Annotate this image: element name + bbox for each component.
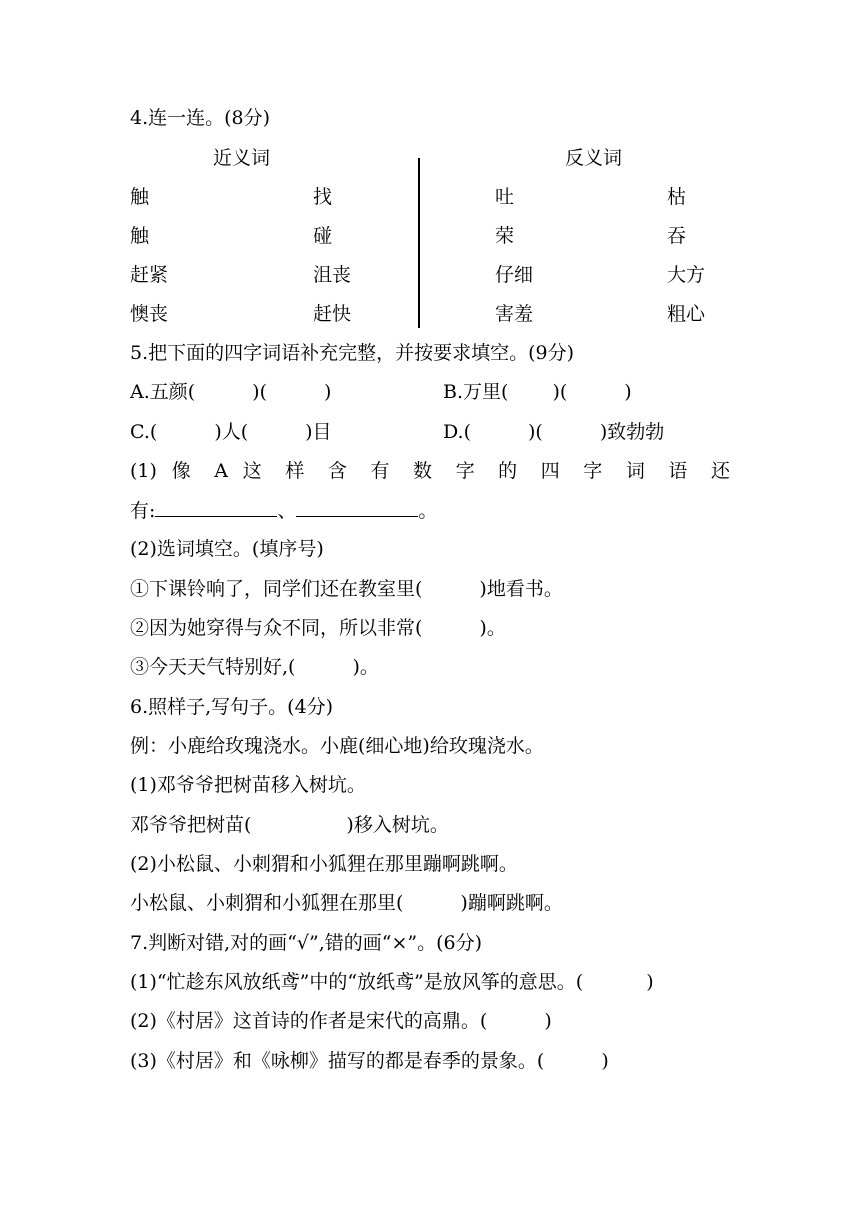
q7-judge-2: (2)《村居》这首诗的作者是宋代的高鼎。( ) <box>130 1010 552 1032</box>
q5-part2-item-1: ①下课铃响了，同学们还在教室里( )地看书。 <box>130 578 563 600</box>
answer-blank-1[interactable] <box>155 498 277 517</box>
q6-sentence-1: (1)邓爷爷把树苗移入树坑。 <box>130 774 366 796</box>
antonym-right-1: 枯 <box>667 186 687 208</box>
q6-example: 例：小鹿给玫瑰浇水。小鹿(细心地)给玫瑰浇水。 <box>130 735 544 757</box>
q6-sentence-1-fill: 邓爷爷把树苗( )移入树坑。 <box>130 814 449 836</box>
q5-part2-item-3: ③今天天气特别好,( )。 <box>130 656 379 678</box>
q5-part2-title: (2)选词填空。(填序号) <box>130 538 324 560</box>
antonym-right-3: 大方 <box>667 264 706 286</box>
q5-item-c: C.( )人( )目 <box>130 421 332 443</box>
antonym-left-4: 害羞 <box>495 303 534 325</box>
synonym-left-4: 懊丧 <box>130 303 169 325</box>
antonym-right-2: 吞 <box>667 225 687 247</box>
q6-sentence-2: (2)小松鼠、小刺猬和小狐狸在那里蹦啊跳啊。 <box>130 853 518 875</box>
q5-item-a: A.五颜( )( ) <box>130 381 332 403</box>
q6-title: 6.照样子,写句子。(4分) <box>130 696 334 718</box>
antonym-right-4: 粗心 <box>667 303 706 325</box>
antonym-left-3: 仔细 <box>495 264 534 286</box>
antonym-left-1: 吐 <box>495 186 515 208</box>
answer-blank-2[interactable] <box>296 498 418 517</box>
synonym-header: 近义词 <box>213 147 271 169</box>
synonym-right-3: 沮丧 <box>313 264 352 286</box>
q5-title: 5.把下面的四字词语补充完整，并按要求填空。(9分) <box>130 342 575 364</box>
q5-part1-line2 <box>130 498 437 523</box>
q5-part2-item-2: ②因为她穿得与众不同，所以非常( )。 <box>130 617 506 639</box>
q7-judge-1: (1)“忙趁东风放纸鸢”中的“放纸鸢”是放风筝的意思。( ) <box>130 971 654 993</box>
q5-item-b: B.万里( )( ) <box>443 381 632 403</box>
q5-item-d: D.( )( )致勃勃 <box>443 421 665 443</box>
antonym-left-2: 荣 <box>495 225 515 247</box>
q5-part1-sep: 、 <box>277 500 297 522</box>
column-divider <box>418 158 420 328</box>
q7-judge-3: (3)《村居》和《咏柳》描写的都是春季的景象。( ) <box>130 1050 609 1072</box>
q5-part1-line1: (1) 像 A 这 样 含 有 数 字 的 四 字 词 语 还 <box>130 460 730 482</box>
synonym-right-1: 找 <box>313 186 333 208</box>
synonym-left-2: 触 <box>130 225 150 247</box>
q7-title: 7.判断对错,对的画“√”,错的画“×”。(6分) <box>130 932 483 954</box>
antonym-header: 反义词 <box>565 147 623 169</box>
synonym-left-3: 赶紧 <box>130 264 169 286</box>
synonym-left-1: 触 <box>130 186 150 208</box>
q6-sentence-2-fill: 小松鼠、小刺猬和小狐狸在那里( )蹦啊跳啊。 <box>130 892 563 914</box>
q5-part1-prefix: 有: <box>130 500 156 522</box>
q5-part1-end: 。 <box>418 500 438 522</box>
synonym-right-4: 赶快 <box>313 303 352 325</box>
synonym-right-2: 碰 <box>313 225 333 247</box>
q4-title: 4.连一连。(8分) <box>130 107 271 129</box>
